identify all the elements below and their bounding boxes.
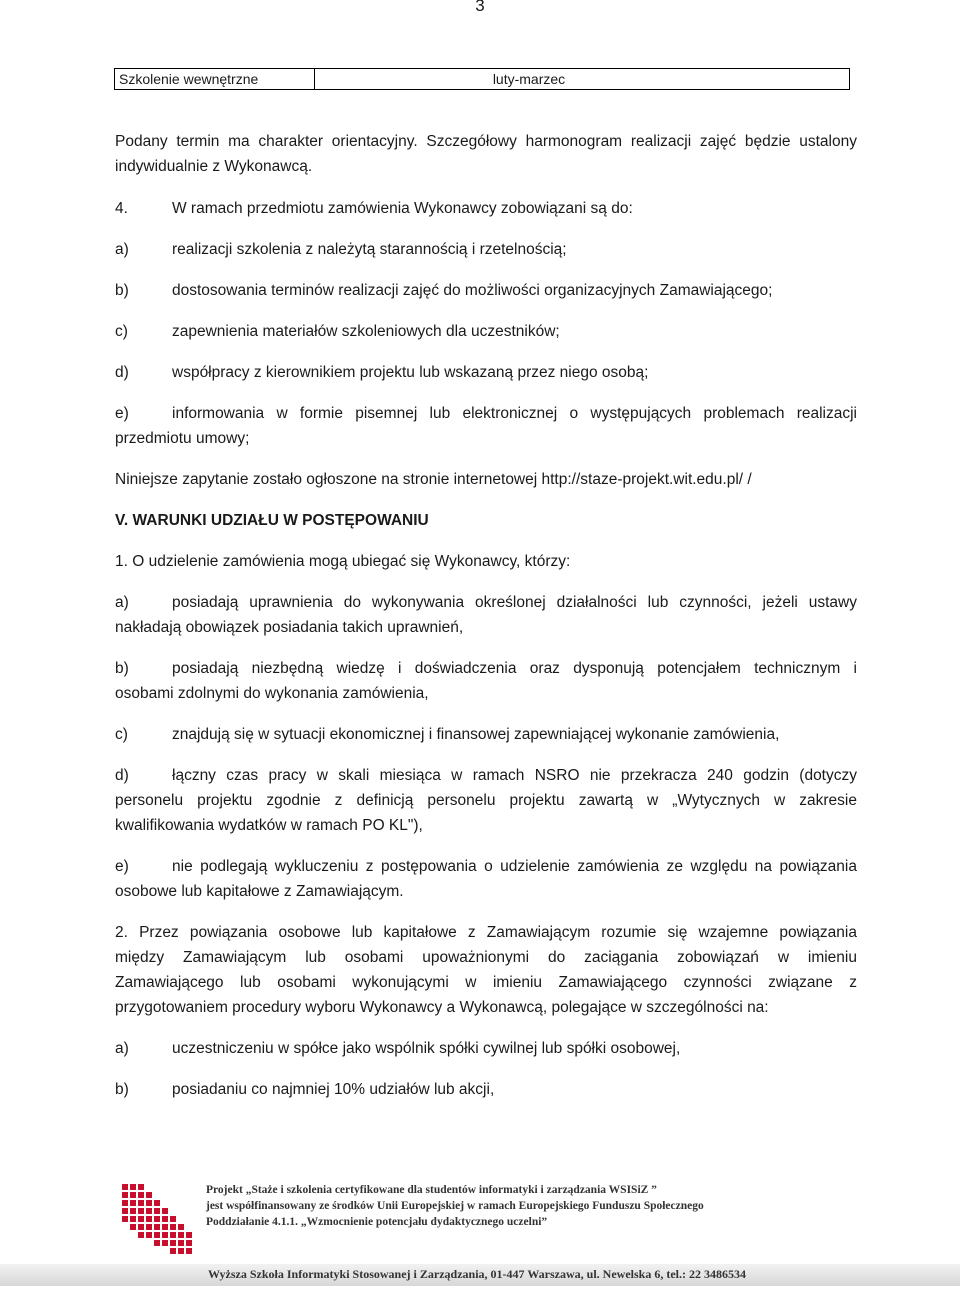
project-info-line-2: jest współfinansowany ze środków Unii Europejskiej w ramach Europejskiego Funduszu Społecznego — [206, 1200, 704, 1212]
schedule-cell-period: luty-marzec — [492, 71, 566, 87]
item-text: nie podlegają wykluczeniu z postępowania o udzielenie zamówienia ze względu na powiązania — [172, 858, 857, 875]
announcement: Niniejsze zapytanie zostało ogłoszone na stronie internetowej http://staze-projekt.wit.edu.pl/ / — [115, 471, 752, 488]
item-text: uczestniczeniu w spółce jako wspólnik spółki cywilnej lub spółki osobowej, — [172, 1040, 681, 1057]
item-text: posiadaniu co najmniej 10% udziałów lub akcji, — [172, 1081, 495, 1098]
item-marker: c) — [115, 726, 128, 743]
paragraph-2-line: przygotowaniem procedury wyboru Wykonawcy a Wykonawcą, polegające w szczególności na: — [115, 999, 769, 1016]
item-text: dostosowania terminów realizacji zajęć do możliwości organizacyjnych Zamawiającego; — [172, 282, 773, 299]
item-marker: b) — [115, 282, 129, 299]
university-logo-icon — [120, 1180, 198, 1260]
section4-intro-text: W ramach przedmiotu zamówienia Wykonawcy zobowiązani są do: — [172, 200, 633, 217]
address-bar — [0, 1264, 960, 1286]
item-continuation: osobami zdolnymi do wykonania zamówienia, — [115, 685, 429, 702]
item-marker: b) — [115, 660, 129, 677]
item-text: posiadają niezbędną wiedzę i doświadczenia oraz dysponują potencjałem technicznym i — [172, 660, 857, 677]
item-marker: e) — [115, 858, 129, 875]
item-marker: a) — [115, 594, 129, 611]
item-text: realizacji szkolenia z należytą starannością i rzetelnością; — [172, 241, 567, 258]
item-marker: e) — [115, 405, 129, 422]
project-info — [206, 1182, 704, 1230]
item-text: posiadają uprawnienia do wykonywania określonej działalności lub czynności, jeżeli ustawy — [172, 594, 857, 611]
section4-number: 4. — [115, 200, 128, 217]
item-text: zapewnienia materiałów szkoleniowych dla uczestników; — [172, 323, 560, 340]
item-marker: c) — [115, 323, 128, 340]
paragraph-1-intro: 1. O udzielenie zamówienia mogą ubiegać się Wykonawcy, którzy: — [115, 553, 571, 570]
project-info-line-3: Poddziałanie 4.1.1. „Wzmocnienie potencjału dydaktycznego uczelni” — [206, 1216, 548, 1228]
note-line-1: Podany termin ma charakter orientacyjny. Szczegółowy harmonogram realizacji zajęć będzie ustalony — [115, 133, 857, 150]
item-continuation: kwalifikowania wydatków w ramach PO KL"), — [115, 817, 423, 834]
schedule-cell-training: Szkolenie wewnętrzne — [115, 69, 315, 89]
paragraph-2-line: Zamawiającego lub osobami wykonującymi w imieniu Zamawiającego czynności związane z — [115, 974, 857, 991]
item-continuation: przedmiotu umowy; — [115, 430, 250, 447]
note-line-2: indywidualnie z Wykonawcą. — [115, 158, 313, 175]
paragraph-2-line: 2. Przez powiązania osobowe lub kapitałowe z Zamawiającym rozumie się wzajemne powiązania — [115, 924, 857, 941]
item-marker: a) — [115, 241, 129, 258]
item-text: znajdują się w sytuacji ekonomicznej i finansowej zapewniającej wykonanie zamówienia, — [172, 726, 780, 743]
section-heading: V. WARUNKI UDZIAŁU W POSTĘPOWANIU — [115, 512, 429, 529]
item-continuation: nakładają obowiązek posiadania takich uprawnień, — [115, 619, 464, 636]
item-marker: d) — [115, 767, 129, 784]
address-text: Wyższa Szkoła Informatyki Stosowanej i Zarządzania, 01-447 Warszawa, ul. Newelska 6, tel.: 22 3486534 — [208, 1267, 746, 1281]
item-text: informowania w formie pisemnej lub elektronicznej o występujących problemach realizacji — [172, 405, 857, 422]
item-text: współpracy z kierownikiem projektu lub wskazaną przez niego osobą; — [172, 364, 649, 381]
item-text: łączny czas pracy w skali miesiąca w ramach NSRO nie przekracza 240 godzin (dotyczy — [172, 767, 857, 784]
project-info-line-1: Projekt „Staże i szkolenia certyfikowane dla studentów informatyki i zarządzania WSISiZ ” — [206, 1184, 657, 1196]
item-marker: d) — [115, 364, 129, 381]
item-continuation: personelu projektu zgodnie z definicją personelu projektu zawartą w „Wytycznych w zakresie — [115, 792, 857, 809]
item-marker: b) — [115, 1081, 129, 1098]
page-number: 3 — [475, 0, 485, 15]
schedule-table — [114, 68, 850, 90]
page-footer — [0, 1160, 960, 1292]
item-marker: a) — [115, 1040, 129, 1057]
paragraph-2-line: między Zamawiającym lub osobami upoważnionymi do zaciągania zobowiązań w imieniu — [115, 949, 857, 966]
item-continuation: osobowe lub kapitałowe z Zamawiającym. — [115, 883, 404, 900]
